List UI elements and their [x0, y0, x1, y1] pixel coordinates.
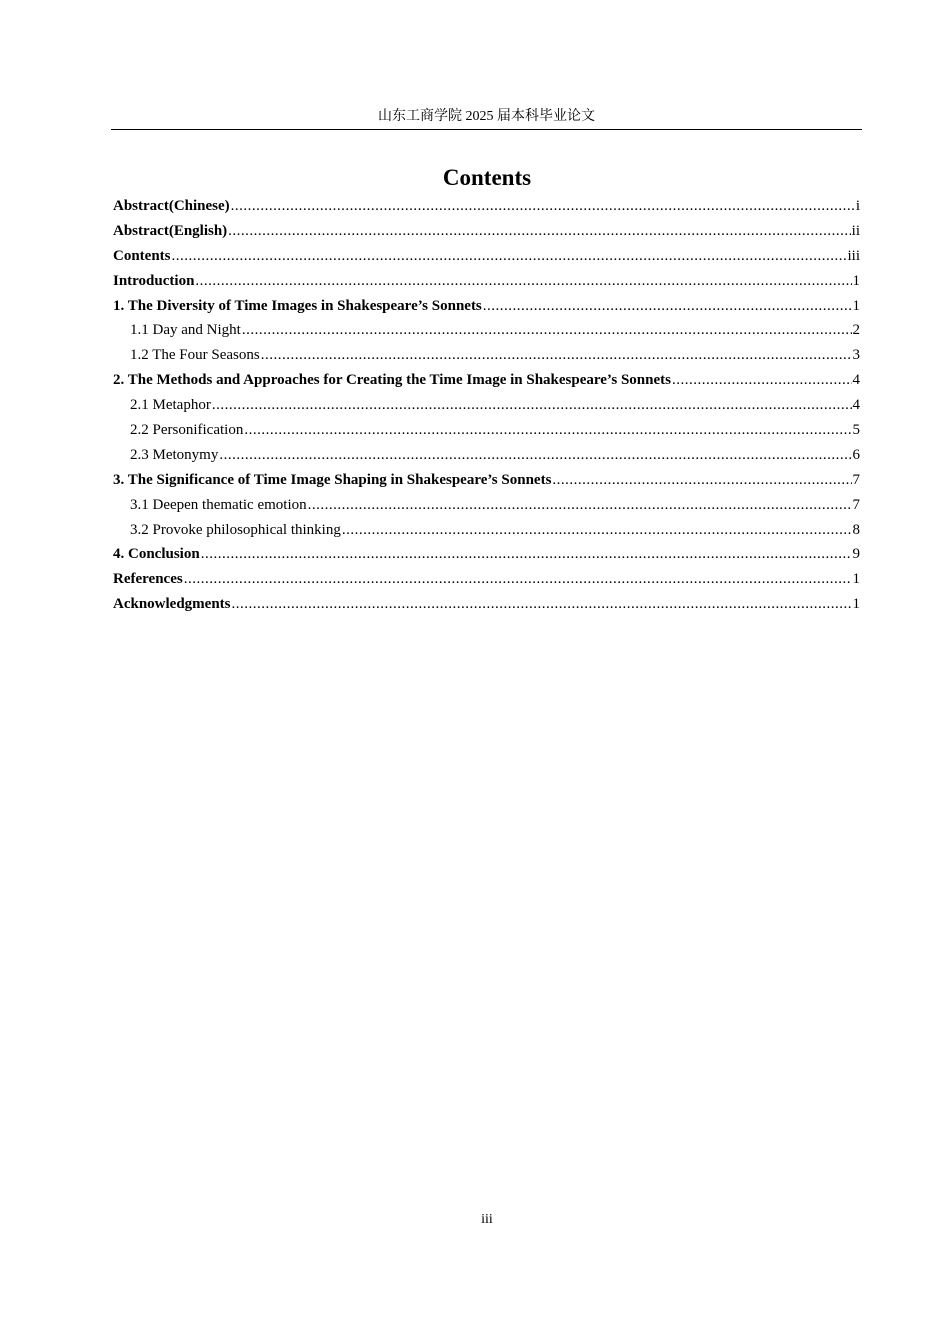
toc-entry-page: i	[855, 198, 860, 214]
toc-entry-label: Contents	[113, 247, 171, 264]
toc-entry-abstract-chinese[interactable]	[113, 194, 860, 219]
toc-entry-page: 2	[852, 322, 860, 339]
toc-entry-label: 4. Conclusion	[113, 546, 200, 563]
toc-leader-dots	[195, 269, 851, 294]
toc-entry-label: 2.2 Personification	[130, 422, 244, 439]
toc-leader-dots	[219, 443, 851, 468]
toc-entry-page: 8	[852, 521, 860, 538]
toc-entry-section-2-2[interactable]	[113, 418, 860, 443]
toc-entry-page: 7	[852, 496, 860, 513]
toc-title: Contents	[442, 165, 532, 190]
toc-entry-page: iii	[847, 247, 860, 264]
toc-entry-page: 1	[852, 272, 860, 289]
toc-entry-label: 3. The Significance of Time Image Shaping in Shakespeare’s Sonnets	[113, 471, 552, 488]
toc-entry-section-3-2[interactable]	[113, 518, 860, 543]
toc-entry-label: 1.2 The Four Seasons	[130, 347, 260, 364]
toc-entry-abstract-english[interactable]	[113, 219, 860, 244]
toc-entry-chapter-1[interactable]	[113, 294, 860, 319]
toc-entry-label: 2.3 Metonymy	[130, 446, 219, 463]
toc-entry-section-3-1[interactable]	[113, 493, 860, 518]
toc-entry-label: References	[113, 571, 183, 588]
toc-entry-introduction[interactable]	[113, 269, 860, 294]
toc-entry-section-2-1[interactable]	[113, 393, 860, 418]
toc-entry-page: 6	[852, 446, 860, 463]
toc-entry-page: 1	[852, 297, 860, 314]
toc-entry-chapter-2[interactable]	[113, 368, 860, 393]
toc-entry-acknowledgments[interactable]	[113, 592, 860, 617]
toc-entry-label: 2.1 Metaphor	[130, 397, 211, 414]
toc-entry-label: Acknowledgments	[113, 596, 231, 613]
toc-leader-dots	[172, 244, 847, 269]
toc-entry-page: 4	[852, 397, 860, 414]
toc-entry-page: ii	[851, 222, 860, 239]
toc-entry-section-1-2[interactable]	[113, 343, 860, 368]
toc-entry-label: Abstract(Chinese)	[113, 198, 230, 214]
toc-leader-dots	[261, 343, 852, 368]
toc-entry-section-1-1[interactable]	[113, 318, 860, 343]
toc-entry-references[interactable]	[113, 567, 860, 592]
toc-leader-dots	[232, 592, 852, 617]
toc-entry-page: 1	[852, 596, 860, 613]
toc-leader-dots	[483, 294, 852, 319]
toc-entry-conclusion[interactable]	[113, 542, 860, 567]
toc-entry-page: 5	[852, 422, 860, 439]
toc-entry-label: 1. The Diversity of Time Images in Shakespeare’s Sonnets	[113, 297, 482, 314]
toc-entry-page: 9	[852, 546, 860, 563]
toc-leader-dots	[201, 542, 852, 567]
toc-leader-dots	[244, 418, 851, 443]
header-text: 山东工商学院 2025 届本科毕业论文	[378, 109, 595, 124]
toc-leader-dots	[342, 518, 852, 543]
toc-leader-dots	[228, 219, 850, 244]
toc-entry-label: 2. The Methods and Approaches for Creating the Time Image in Shakespeare’s Sonnets	[113, 372, 671, 389]
toc-entry-page: 1	[852, 571, 860, 588]
toc-entry-label: 1.1 Day and Night	[130, 322, 241, 339]
toc-entry-label: 3.1 Deepen thematic emotion	[130, 496, 307, 513]
toc-leader-dots	[308, 493, 852, 518]
toc-entry-chapter-3[interactable]	[113, 468, 860, 493]
toc-entry-label: Abstract(English)	[113, 222, 228, 239]
toc-leader-dots	[231, 194, 855, 219]
toc-entry-page: 4	[852, 372, 860, 389]
toc-entry-page: 7	[852, 471, 860, 488]
toc-entry-label: 3.2 Provoke philosophical thinking	[130, 521, 341, 538]
toc-leader-dots	[212, 393, 852, 418]
page-header	[111, 108, 862, 130]
toc-leader-dots	[672, 368, 852, 393]
toc-leader-dots	[184, 567, 852, 592]
toc-entry-label: Introduction	[113, 272, 195, 289]
page-number: iii	[481, 1212, 493, 1227]
toc-entry-page: 3	[852, 347, 860, 364]
toc-entry-contents[interactable]	[113, 244, 860, 269]
table-of-contents	[113, 194, 860, 617]
toc-entry-section-2-3[interactable]	[113, 443, 860, 468]
toc-leader-dots	[552, 468, 851, 493]
toc-leader-dots	[242, 318, 852, 343]
